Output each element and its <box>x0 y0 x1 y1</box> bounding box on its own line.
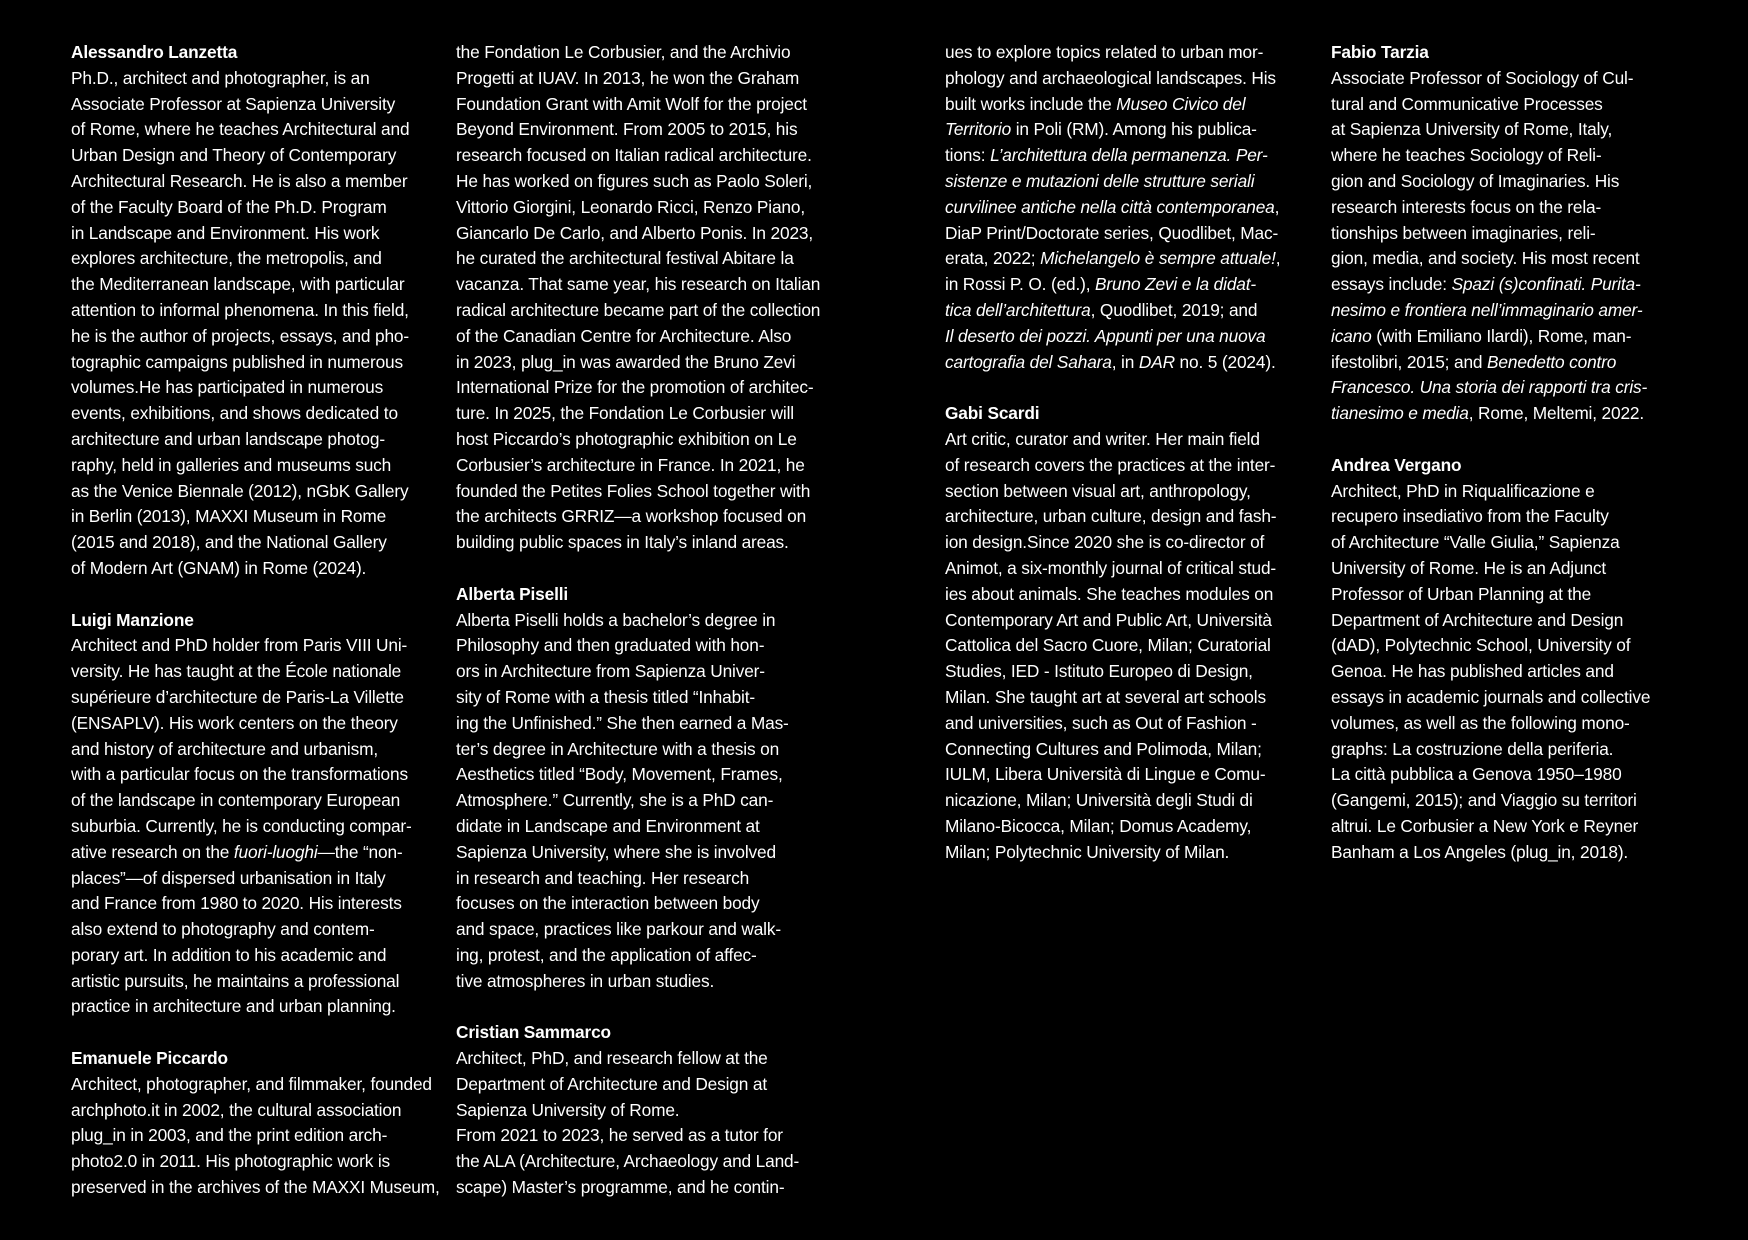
bio-line: events, exhibitions, and shows dedicated to <box>71 403 398 424</box>
bio-line <box>1331 401 1683 427</box>
bio-line: vacanza. That same year, his research on Italian <box>456 274 821 295</box>
bio-line: archphoto.it in 2002, the cultural association <box>71 1099 402 1120</box>
bio-line: and history of architecture and urbanism, <box>71 738 378 759</box>
italic-title: tica dell’architettura <box>945 299 1091 320</box>
bio-line: ors in Architecture from Sapienza Univer- <box>456 661 765 682</box>
bio-line: Cattolica del Sacro Cuore, Milan; Curatorial <box>945 635 1271 656</box>
bio-line: Architect, photographer, and filmmaker, founded <box>71 1073 432 1094</box>
bio-line <box>945 92 1303 118</box>
bio-line: artistic pursuits, he maintains a professional <box>71 970 400 991</box>
bio-line: as the Venice Biennale (2012), nGbK Gallery <box>71 480 409 501</box>
bio-line: building public spaces in Italy’s inland areas. <box>456 532 789 553</box>
bio-line: versity. He has taught at the École nationale <box>71 661 402 682</box>
bio-line <box>945 117 1303 143</box>
bio-line: DiaP Print/Doctorate series, Quodlibet, Mac- <box>945 222 1279 243</box>
italic-title: nesimo e frontiera nell’immaginario amer- <box>1331 299 1643 320</box>
bio-line <box>1331 375 1683 401</box>
bio-line: ies about animals. She teaches modules on <box>945 583 1274 604</box>
bio-name: Alberta Piselli <box>456 583 569 604</box>
bio-line: of the Canadian Centre for Architecture. Also <box>456 325 792 346</box>
bio-line: tive atmospheres in urban studies. <box>456 970 715 991</box>
italic-title: tianesimo e media <box>1331 403 1469 424</box>
bio-line: explores architecture, the metropolis, and <box>71 248 382 269</box>
bio-line: of the landscape in contemporary European <box>71 790 401 811</box>
bio-line <box>1331 298 1683 324</box>
column-4 <box>1331 40 1683 866</box>
bio-line: (Gangemi, 2015); and Viaggio su territori <box>1331 790 1637 811</box>
text-run: , in <box>1111 351 1139 372</box>
bio-line: Progetti at IUAV. In 2013, he won the Graham <box>456 67 800 88</box>
bio-line: scape) Master’s programme, and he contin- <box>456 1177 785 1198</box>
bio-line: in Berlin (2013), MAXXI Museum in Rome <box>71 506 387 527</box>
text-run: , Quodlibet, 2019; and <box>1090 299 1258 320</box>
bio-line: architecture, urban culture, design and fash- <box>945 506 1277 527</box>
italic-title: Museo Civico del <box>1116 93 1246 114</box>
bio-line <box>1331 272 1683 298</box>
bio-line: Connecting Cultures and Polimoda, Milan; <box>945 738 1262 759</box>
text-run: , <box>1275 248 1281 269</box>
bio-line: Corbusier’s architecture in France. In 2021, he <box>456 454 805 475</box>
bio-line: Architectural Research. He is also a member <box>71 170 408 191</box>
bio-line: ues to explore topics related to urban mor- <box>945 42 1264 62</box>
bio-line: Department of Architecture and Design at <box>456 1073 767 1094</box>
bio-line: Architect, PhD, and research fellow at the <box>456 1048 768 1069</box>
bio-line: practice in architecture and urban planning. <box>71 996 396 1017</box>
bio-line: and universities, such as Out of Fashion - <box>945 712 1257 733</box>
text-run: , <box>1274 196 1280 217</box>
bio-name: Alessandro Lanzetta <box>71 42 238 62</box>
bio-line: where he teaches Sociology of Reli- <box>1331 145 1602 166</box>
bio-line: He has worked on figures such as Paolo Soleri, <box>456 170 813 191</box>
bio-line: Aesthetics titled “Body, Movement, Frames, <box>456 764 783 785</box>
bio-line: Genoa. He has published articles and <box>1331 661 1614 682</box>
bio-line: ture. In 2025, the Fondation Le Corbusier will <box>456 403 794 424</box>
bio-line: Studies, IED - Istituto Europeo di Design, <box>945 661 1253 682</box>
bio-line: he curated the architectural festival Abitare la <box>456 248 794 269</box>
italic-title: DAR <box>1138 351 1175 372</box>
text-run: erata, 2022; <box>945 248 1041 269</box>
bio-line: IULM, Libera Università di Lingue e Comu- <box>945 764 1266 785</box>
italic-title: L’architettura della permanenza. Per- <box>990 145 1268 166</box>
italic-title: Territorio <box>945 119 1012 140</box>
bio-line: volumes.He has participated in numerous <box>71 377 384 398</box>
bio-line: research focused on Italian radical architecture. <box>456 145 812 166</box>
bio-line: Banham a Los Angeles (plug_in, 2018). <box>1331 841 1629 862</box>
column-2 <box>456 40 822 1201</box>
bio-line: Art critic, curator and writer. Her main field <box>945 428 1260 449</box>
bio-line: Philosophy and then graduated with hon- <box>456 635 765 656</box>
italic-title: fuori-luoghi <box>233 841 318 862</box>
bio-name: Emanuele Piccardo <box>71 1048 228 1069</box>
bio-line: Foundation Grant with Amit Wolf for the project <box>456 93 807 114</box>
bio-line: altrui. Le Corbusier a New York e Reyner <box>1331 815 1639 836</box>
bio-line: From 2021 to 2023, he served as a tutor for <box>456 1125 783 1146</box>
bio-line: (2015 and 2018), and the National Gallery <box>71 532 387 553</box>
bio-line: gion, media, and society. His most recent <box>1331 248 1640 269</box>
bio-line: plug_in in 2003, and the print edition arch- <box>71 1125 388 1146</box>
bio-line: at Sapienza University of Rome, Italy, <box>1331 119 1613 140</box>
italic-title: sistenze e mutazioni delle strutture seriali <box>945 170 1255 191</box>
bio-line: research interests focus on the rela- <box>1331 196 1602 217</box>
italic-title: Benedetto contro <box>1487 351 1617 372</box>
bio-line: tographic campaigns published in numerous <box>71 351 403 372</box>
bio-line: didate in Landscape and Environment at <box>456 815 760 836</box>
bio-line: Giancarlo De Carlo, and Alberto Ponis. In 2023, <box>456 222 814 243</box>
text-run: ative research on the <box>71 841 234 862</box>
bio-line: raphy, held in galleries and museums such <box>71 454 392 475</box>
text-run: ifestolibri, 2015; and <box>1331 351 1488 372</box>
bio-line: Sapienza University of Rome. <box>456 1099 680 1120</box>
entry-gap <box>71 582 431 608</box>
bio-line: Atmosphere.” Currently, she is a PhD can- <box>456 790 774 811</box>
bio-line: in 2023, plug_in was awarded the Bruno Zevi <box>456 351 796 372</box>
entry-gap <box>1331 427 1683 453</box>
bio-line <box>945 298 1303 324</box>
bio-line: graphs: La costruzione della periferia. <box>1331 738 1614 759</box>
italic-title: Francesco. Una storia dei rapporti tra cris- <box>1331 377 1648 398</box>
text-run: in Rossi P. O. (ed.), <box>945 274 1096 295</box>
bio-line: University of Rome. He is an Adjunct <box>1331 557 1607 578</box>
bio-line: with a particular focus on the transformations <box>71 764 408 785</box>
bio-name: Andrea Vergano <box>1331 454 1462 475</box>
bio-line: gion and Sociology of Imaginaries. His <box>1331 170 1620 191</box>
bio-line: focuses on the interaction between body <box>456 893 760 914</box>
bio-line: (ENSAPLV). His work centers on the theory <box>71 712 398 733</box>
bio-line: the Mediterranean landscape, with particular <box>71 274 405 295</box>
bio-line: Milano-Bicocca, Milan; Domus Academy, <box>945 815 1252 836</box>
bio-line: places”—of dispersed urbanisation in Italy <box>71 867 386 888</box>
text-run: , Rome, Meltemi, 2022. <box>1468 403 1645 424</box>
text-run: essays include: <box>1331 274 1452 295</box>
italic-title: Il deserto dei pozzi. Appunti per una nuova <box>945 325 1266 346</box>
bio-line: he is the author of projects, essays, and pho- <box>71 325 409 346</box>
bio-line: Alberta Piselli holds a bachelor’s degree in <box>456 609 776 630</box>
bio-name: Gabi Scardi <box>945 403 1040 424</box>
bio-line: supérieure d’architecture de Paris-La Villette <box>71 686 404 707</box>
bio-line <box>945 324 1303 350</box>
bio-line: of Architecture “Valle Giulia,” Sapienza <box>1331 532 1620 553</box>
italic-title: Spazi (s)confinati. Purita- <box>1451 274 1641 295</box>
bio-line: the ALA (Architecture, Archaeology and Land- <box>456 1151 800 1172</box>
bio-line: ing the Unfinished.” She then earned a Mas- <box>456 712 789 733</box>
text-run: in Poli (RM). Among his publica- <box>1011 119 1257 140</box>
bio-line: Milan; Polytechnic University of Milan. <box>945 841 1230 862</box>
bio-line: Sapienza University, where she is involved <box>456 841 776 862</box>
bio-line: Associate Professor of Sociology of Cul- <box>1331 67 1634 88</box>
italic-title: Michelangelo è sempre attuale! <box>1040 248 1276 269</box>
bio-line: attention to informal phenomena. In this field, <box>71 299 409 320</box>
bio-line: Urban Design and Theory of Contemporary <box>71 145 397 166</box>
bio-line <box>945 169 1303 195</box>
bio-name: Luigi Manzione <box>71 609 194 630</box>
entry-gap <box>945 375 1303 401</box>
bio-line <box>945 143 1303 169</box>
bio-line: architecture and urban landscape photog- <box>71 428 385 449</box>
bio-line: section between visual art, anthropology, <box>945 480 1251 501</box>
bio-line: photo2.0 in 2011. His photographic work is <box>71 1151 391 1172</box>
entry-gap <box>456 994 822 1020</box>
bio-line: of Rome, where he teaches Architectural and <box>71 119 410 140</box>
bio-line: recupero insediativo from the Faculty <box>1331 506 1609 527</box>
bio-line: the Fondation Le Corbusier, and the Archivio <box>456 42 791 62</box>
bio-line: of the Faculty Board of the Ph.D. Program <box>71 196 387 217</box>
bio-line: ion design.Since 2020 she is co-director of <box>945 532 1265 553</box>
bio-line: Beyond Environment. From 2005 to 2015, his <box>456 119 798 140</box>
bio-line: Ph.D., architect and photographer, is an <box>71 67 370 88</box>
bio-line <box>945 195 1303 221</box>
bio-line: sity of Rome with a thesis titled “Inhabit- <box>456 686 755 707</box>
entry-gap <box>456 556 822 582</box>
bio-line: Milan. She taught art at several art schools <box>945 686 1266 707</box>
bio-line: ter’s degree in Architecture with a thesis on <box>456 738 780 759</box>
bio-line: La città pubblica a Genova 1950–1980 <box>1331 764 1622 785</box>
bio-line: preserved in the archives of the MAXXI Museum, <box>71 1177 440 1198</box>
bio-line: Architect and PhD holder from Paris VIII Uni- <box>71 635 408 656</box>
bio-line: Department of Architecture and Design <box>1331 609 1624 630</box>
bio-line: in research and teaching. Her research <box>456 867 750 888</box>
italic-title: Bruno Zevi e la didat- <box>1095 274 1257 295</box>
bio-line <box>945 246 1303 272</box>
bio-line: volumes, as well as the following mono- <box>1331 712 1630 733</box>
bio-line <box>945 350 1303 376</box>
bio-line: and space, practices like parkour and walk- <box>456 919 781 940</box>
bio-line: in Landscape and Environment. His work <box>71 222 380 243</box>
bio-line <box>71 840 431 866</box>
bio-line <box>1331 350 1683 376</box>
bio-line: essays in academic journals and collective <box>1331 686 1651 707</box>
italic-title: cartografia del Sahara <box>945 351 1112 372</box>
text-run: no. 5 (2024). <box>1174 351 1276 372</box>
column-3 <box>945 40 1303 866</box>
bio-line: (dAD), Polytechnic School, University of <box>1331 635 1631 656</box>
bio-line: Professor of Urban Planning at the <box>1331 583 1592 604</box>
italic-title: curvilinee antiche nella città contemporanea <box>945 196 1275 217</box>
bio-line: Architect, PhD in Riqualificazione e <box>1331 480 1595 501</box>
bio-line <box>1331 324 1683 350</box>
bio-line: founded the Petites Folies School together with <box>456 480 811 501</box>
bio-line <box>945 272 1303 298</box>
bio-line: of Modern Art (GNAM) in Rome (2024). <box>71 557 367 578</box>
bio-name: Fabio Tarzia <box>1331 42 1429 62</box>
text-run: built works include the <box>945 93 1117 114</box>
bio-name: Cristian Sammarco <box>456 1022 611 1043</box>
entry-gap <box>71 1020 431 1046</box>
bio-line: International Prize for the promotion of architec- <box>456 377 814 398</box>
bio-line: suburbia. Currently, he is conducting compar- <box>71 815 412 836</box>
bio-line: also extend to photography and contem- <box>71 919 375 940</box>
bio-line: tionships between imaginaries, reli- <box>1331 222 1596 243</box>
bio-line: nicazione, Milan; Università degli Studi di <box>945 790 1253 811</box>
text-run: tions: <box>945 145 991 166</box>
bio-line: Vittorio Giorgini, Leonardo Ricci, Renzo Piano, <box>456 196 806 217</box>
text-run: (with Emiliano Ilardi), Rome, man- <box>1371 325 1632 346</box>
column-1 <box>71 40 440 1201</box>
bio-line: tural and Communicative Processes <box>1331 93 1603 114</box>
bio-line: radical architecture became part of the collection <box>456 299 821 320</box>
bio-line: Animot, a six-monthly journal of critical stud- <box>945 557 1277 578</box>
bio-line: host Piccardo’s photographic exhibition on Le <box>456 428 797 449</box>
italic-title: icano <box>1331 325 1372 346</box>
bio-line: ing, protest, and the application of affec- <box>456 944 757 965</box>
bio-line: phology and archaeological landscapes. His <box>945 67 1276 88</box>
bio-line: of research covers the practices at the inter- <box>945 454 1276 475</box>
text-run: —the “non- <box>317 841 403 862</box>
bio-line: the architects GRRIZ—a workshop focused on <box>456 506 807 527</box>
bio-line: Associate Professor at Sapienza University <box>71 93 396 114</box>
bio-line: Contemporary Art and Public Art, Università <box>945 609 1272 630</box>
bio-line: and France from 1980 to 2020. His interests <box>71 893 402 914</box>
bio-line: porary art. In addition to his academic and <box>71 944 387 965</box>
